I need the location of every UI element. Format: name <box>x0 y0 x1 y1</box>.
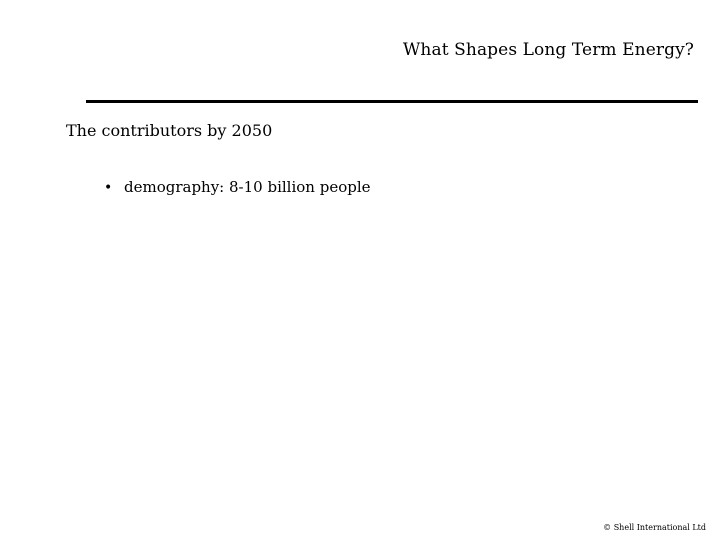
title-divider <box>86 100 698 103</box>
bullet-text: demography: 8-10 billion people <box>124 178 371 196</box>
bullet-item <box>104 178 371 196</box>
copyright-footer: © Shell International Ltd <box>603 523 706 532</box>
bullet-list <box>104 178 371 196</box>
slide-title: What Shapes Long Term Energy? <box>402 40 694 60</box>
bullet-marker: • <box>104 180 113 196</box>
slide-subtitle: The contributors by 2050 <box>66 121 273 140</box>
